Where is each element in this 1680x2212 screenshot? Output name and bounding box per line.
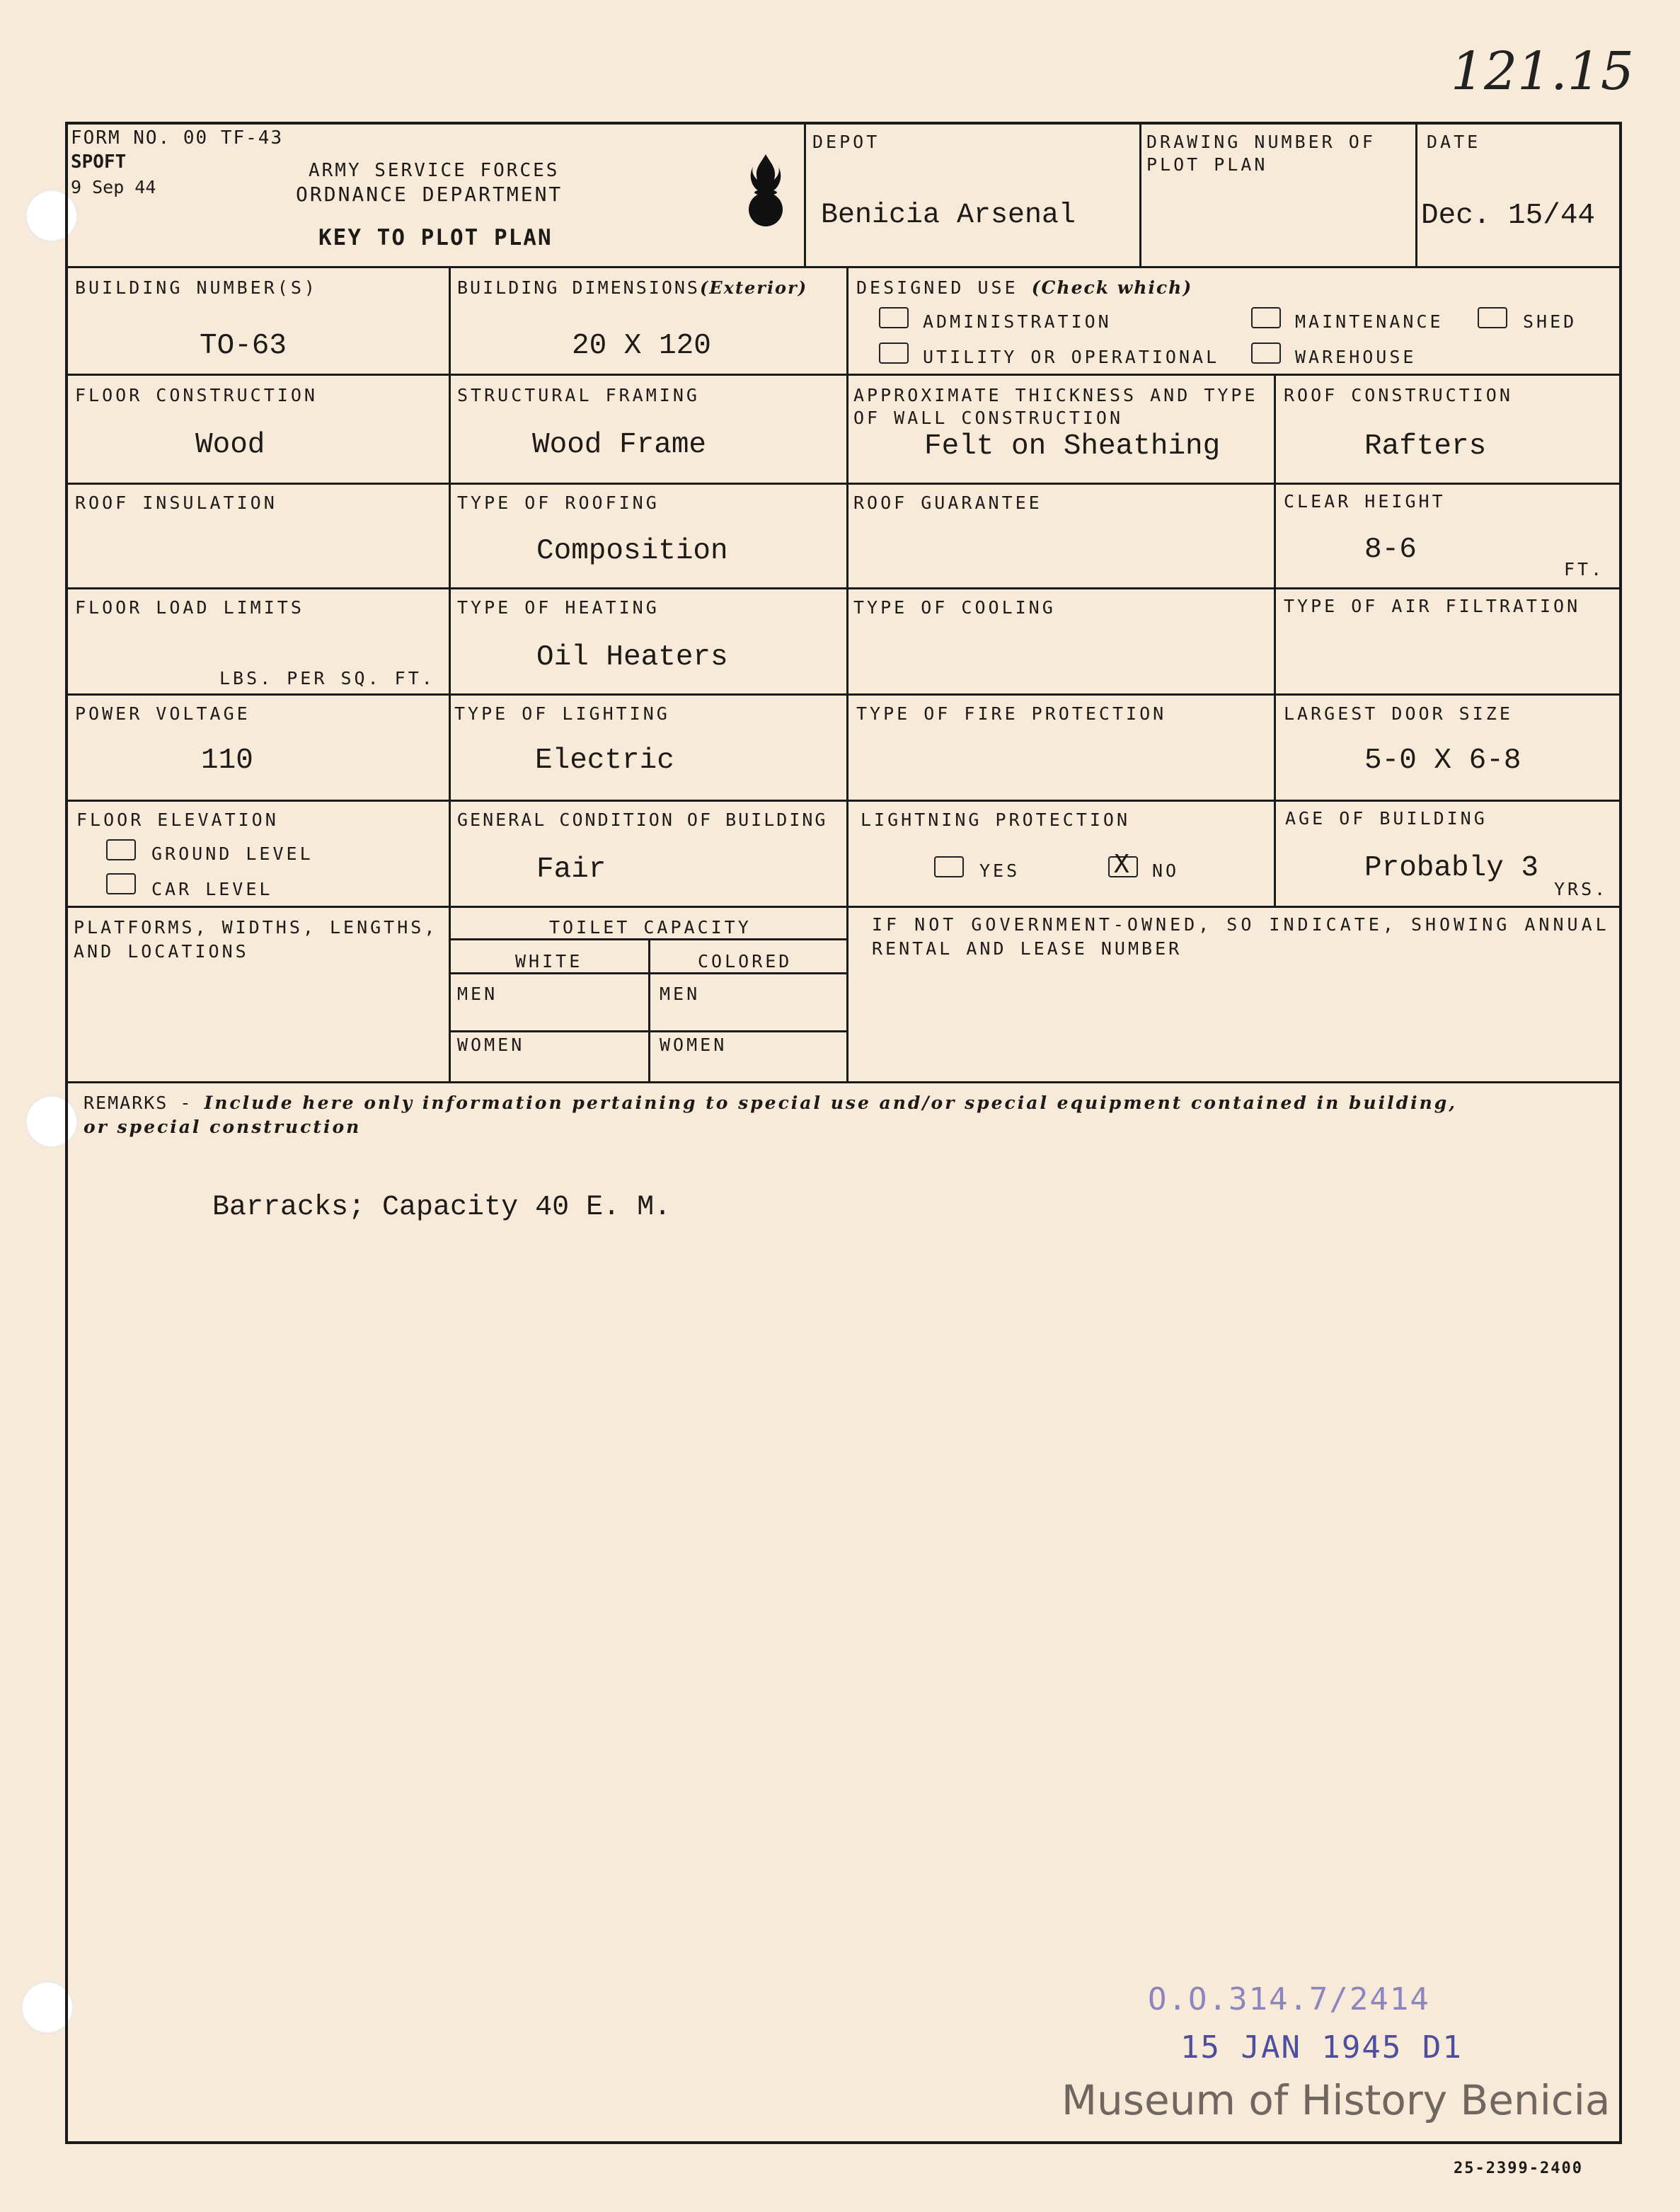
building-dimensions-value: 20 X 120: [572, 330, 711, 362]
age-of-building-label: AGE OF BUILDING: [1285, 808, 1488, 829]
utility-option-label: UTILITY OR OPERATIONAL: [923, 347, 1220, 367]
roof-guarantee-label: ROOF GUARANTEE: [853, 492, 1042, 513]
type-of-cooling-label: TYPE OF COOLING: [853, 597, 1056, 618]
grid-line: [1415, 122, 1417, 267]
building-dimensions-label: BUILDING DIMENSIONS(Exterior): [457, 277, 808, 298]
drawing-number-label-line-2: PLOT PLAN: [1146, 154, 1268, 175]
drawing-number-label: DRAWING NUMBER OF: [1146, 132, 1376, 152]
checkmark-x-icon: X: [1114, 850, 1129, 879]
largest-door-label: LARGEST DOOR SIZE: [1284, 703, 1513, 724]
car-level-checkbox[interactable]: [106, 873, 136, 894]
form-print-code: 25-2399-2400: [1454, 2160, 1583, 2177]
remarks-text: Barracks; Capacity 40 E. M.: [212, 1192, 672, 1223]
handwritten-file-number: 121.15: [1451, 41, 1634, 102]
power-voltage-label: POWER VOLTAGE: [75, 703, 251, 724]
type-of-roofing-label: TYPE OF ROOFING: [457, 492, 660, 513]
air-filtration-label: TYPE OF AIR FILTRATION: [1284, 596, 1581, 616]
grid-line: [65, 1081, 1622, 1083]
utility-checkbox[interactable]: [879, 342, 909, 364]
lightning-yes-label: YES: [979, 860, 1020, 881]
toilet-colored-header: COLORED: [698, 951, 793, 972]
administration-checkbox[interactable]: [879, 307, 909, 328]
lightning-no-label: NO: [1152, 860, 1180, 881]
ground-level-checkbox[interactable]: [106, 839, 136, 860]
grid-line: [65, 906, 1622, 908]
received-stamp-file-code: O.O.314.7/2414: [1148, 1981, 1430, 2017]
floor-construction-label: FLOOR CONSTRUCTION: [75, 385, 318, 405]
toilet-capacity-label: TOILET CAPACITY: [549, 917, 752, 938]
government-owned-label-line-2: RENTAL AND LEASE NUMBER: [872, 938, 1183, 959]
age-of-building-value: Probably 3: [1364, 852, 1539, 885]
lightning-yes-checkbox[interactable]: [934, 856, 964, 877]
toilet-white-header: WHITE: [515, 951, 583, 972]
grid-line: [65, 693, 1622, 696]
grid-line: [846, 266, 848, 1083]
ground-level-option-label: GROUND LEVEL: [151, 843, 313, 864]
clear-height-unit: FT.: [1564, 559, 1605, 580]
remarks-instruction-line-2: or special construction: [84, 1117, 362, 1137]
floor-load-limits-unit: LBS. PER SQ. FT.: [219, 668, 435, 689]
colored-women-label: WOMEN: [660, 1035, 727, 1055]
grid-line: [1274, 374, 1276, 907]
warehouse-checkbox[interactable]: [1251, 342, 1281, 364]
grid-line: [65, 483, 1622, 485]
designed-use-label: DESIGNED USE (Check which): [856, 277, 1193, 298]
age-of-building-unit: YRS.: [1554, 879, 1609, 899]
grid-line: [648, 938, 650, 1083]
structural-framing-value: Wood Frame: [532, 429, 707, 461]
grid-line: [65, 587, 1622, 589]
clear-height-value: 8-6: [1364, 534, 1417, 566]
floor-elevation-label: FLOOR ELEVATION: [76, 810, 279, 830]
power-voltage-value: 110: [201, 744, 253, 777]
car-level-option-label: CAR LEVEL: [151, 879, 273, 899]
form-code-spoft: SPOFT: [71, 151, 127, 173]
lightning-no-checkbox[interactable]: [1108, 850, 1138, 879]
type-of-lighting-label: TYPE OF LIGHTING: [454, 703, 670, 724]
white-men-label: MEN: [457, 984, 498, 1004]
white-women-label: WOMEN: [457, 1035, 525, 1055]
depot-label: DEPOT: [812, 132, 880, 152]
fire-protection-label: TYPE OF FIRE PROTECTION: [856, 703, 1167, 724]
maintenance-checkbox[interactable]: [1251, 307, 1281, 328]
form-title: KEY TO PLOT PLAN: [318, 225, 553, 250]
floor-load-limits-label: FLOOR LOAD LIMITS: [75, 597, 304, 618]
museum-watermark: Museum of History Benicia: [1061, 2076, 1611, 2124]
largest-door-value: 5-0 X 6-8: [1364, 744, 1521, 777]
administration-option-label: ADMINISTRATION: [923, 311, 1112, 332]
wall-construction-label-line-2: OF WALL CONSTRUCTION: [853, 408, 1124, 428]
form-number: FORM NO. 00 TF-43: [71, 127, 284, 149]
platforms-label: PLATFORMS, WIDTHS, LENGTHS,: [74, 917, 438, 938]
type-of-heating-label: TYPE OF HEATING: [457, 597, 660, 618]
type-of-heating-value: Oil Heaters: [536, 641, 728, 674]
government-owned-label: IF NOT GOVERNMENT-OWNED, SO INDICATE, SHOWING ANNUAL: [872, 914, 1610, 935]
agency-name: ARMY SERVICE FORCES: [309, 160, 560, 181]
floor-construction-value: Wood: [195, 429, 265, 461]
remarks-label: REMARKS - Include here only information pertaining to special use and/or special equipment contained in building,: [84, 1093, 1457, 1113]
depot-value: Benicia Arsenal: [821, 200, 1076, 231]
roof-construction-label: ROOF CONSTRUCTION: [1284, 385, 1513, 405]
warehouse-option-label: WAREHOUSE: [1295, 347, 1417, 367]
building-number-value: TO-63: [200, 330, 287, 362]
grid-line: [65, 800, 1622, 802]
received-stamp-date: 15 JAN 1945 D1: [1180, 2029, 1463, 2066]
platforms-label-line-2: AND LOCATIONS: [74, 941, 249, 962]
grid-line: [1139, 122, 1141, 267]
colored-men-label: MEN: [660, 984, 701, 1004]
shed-checkbox[interactable]: [1478, 307, 1507, 328]
roof-construction-value: Rafters: [1364, 430, 1487, 463]
department-name: ORDNANCE DEPARTMENT: [296, 183, 563, 206]
shed-option-label: SHED: [1523, 311, 1577, 332]
form-date: 9 Sep 44: [71, 177, 156, 197]
building-number-label: BUILDING NUMBER(S): [75, 277, 318, 298]
ordnance-emblem-icon: [744, 151, 787, 229]
grid-line: [65, 374, 1622, 376]
maintenance-option-label: MAINTENANCE: [1295, 311, 1444, 332]
general-condition-label: GENERAL CONDITION OF BUILDING: [457, 810, 828, 830]
roof-insulation-label: ROOF INSULATION: [75, 492, 277, 513]
type-of-roofing-value: Composition: [536, 535, 728, 568]
grid-line: [65, 266, 1622, 268]
date-value: Dec. 15/44: [1421, 200, 1596, 232]
wall-construction-value: Felt on Sheathing: [924, 430, 1221, 463]
wall-construction-label: APPROXIMATE THICKNESS AND TYPE: [853, 385, 1258, 405]
grid-line: [804, 122, 806, 267]
lightning-protection-label: LIGHTNING PROTECTION: [861, 810, 1131, 830]
grid-line: [449, 266, 451, 1083]
general-condition-value: Fair: [536, 853, 606, 886]
date-label: DATE: [1427, 132, 1481, 152]
clear-height-label: CLEAR HEIGHT: [1284, 491, 1446, 512]
structural-framing-label: STRUCTURAL FRAMING: [457, 385, 700, 405]
type-of-lighting-value: Electric: [535, 744, 674, 777]
